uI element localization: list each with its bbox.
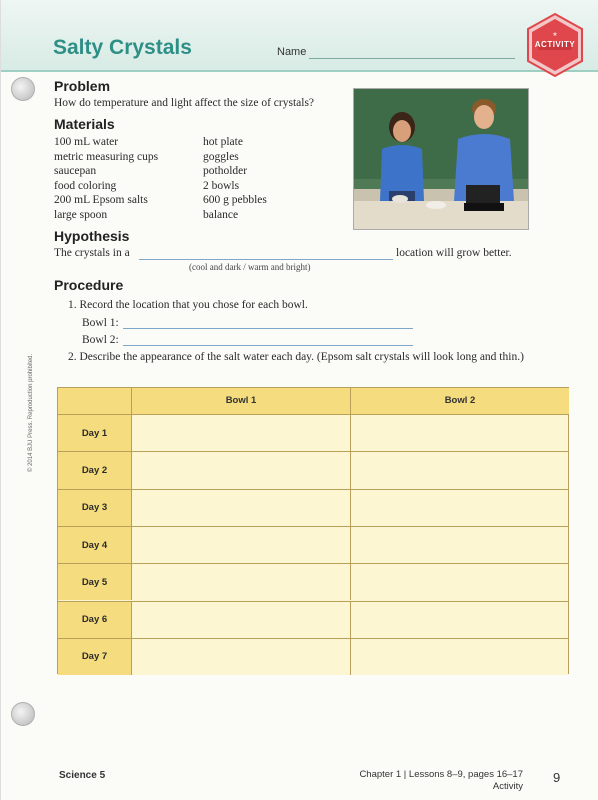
material-item: potholder bbox=[203, 165, 248, 178]
material-item: saucepan bbox=[54, 165, 97, 178]
observation-table bbox=[57, 387, 569, 674]
hypothesis-prefix: The crystals in a bbox=[54, 247, 130, 259]
table-row bbox=[58, 563, 568, 600]
bowl2-location-line[interactable] bbox=[123, 345, 413, 346]
procedure-step-1: 1. Record the location that you chose for each bowl. bbox=[68, 299, 308, 311]
bowl1-label: Bowl 1: bbox=[82, 317, 119, 329]
page-title: Salty Crystals bbox=[53, 36, 192, 59]
hypothesis-hint: (cool and dark / warm and bright) bbox=[189, 262, 311, 272]
bowl2-cell[interactable] bbox=[351, 415, 568, 451]
footer-course: Science 5 bbox=[59, 770, 106, 781]
header-band bbox=[1, 0, 598, 72]
problem-question: How do temperature and light affect the size of crystals? bbox=[54, 97, 315, 109]
bowl1-cell[interactable] bbox=[132, 602, 351, 638]
binder-hole-top bbox=[11, 77, 35, 101]
bowl1-cell[interactable] bbox=[132, 415, 351, 451]
name-field[interactable] bbox=[309, 58, 515, 59]
bowl2-cell[interactable] bbox=[351, 490, 568, 526]
table-row bbox=[58, 601, 568, 638]
copyright-text: © 2014 BJU Press. Reproduction prohibited. bbox=[28, 353, 34, 472]
day-label: Day 2 bbox=[58, 452, 132, 488]
bowl1-cell[interactable] bbox=[132, 452, 351, 488]
bowl2-cell[interactable] bbox=[351, 564, 568, 600]
bowl1-cell[interactable] bbox=[132, 639, 351, 675]
material-item: 2 bowls bbox=[203, 179, 240, 192]
footer-chapter: Chapter 1 | Lessons 8–9, pages 16–17 bbox=[359, 769, 523, 780]
table-header-bowl1: Bowl 1 bbox=[132, 388, 351, 414]
material-item: metric measuring cups bbox=[54, 150, 159, 163]
materials-list-right bbox=[203, 135, 267, 223]
table-row bbox=[58, 526, 568, 563]
procedure-step-2: 2. Describe the appearance of the salt water each day. (Epsom salt crystals will look long and thin.) bbox=[68, 351, 524, 363]
materials-list-left bbox=[54, 135, 158, 223]
day-label: Day 7 bbox=[58, 639, 132, 675]
bowl1-cell[interactable] bbox=[132, 564, 351, 600]
bowl2-cell[interactable] bbox=[351, 527, 568, 563]
footer-type: Activity bbox=[492, 781, 523, 792]
problem-heading: Problem bbox=[54, 78, 111, 94]
bowl1-cell[interactable] bbox=[132, 490, 351, 526]
footer-reference bbox=[301, 769, 523, 793]
procedure-heading: Procedure bbox=[54, 277, 124, 293]
table-row bbox=[58, 414, 568, 451]
students-photo bbox=[353, 88, 529, 230]
page-number: 9 bbox=[553, 770, 561, 785]
name-label: Name bbox=[277, 46, 307, 58]
materials-heading: Materials bbox=[54, 116, 115, 132]
bowl2-cell[interactable] bbox=[351, 602, 568, 638]
material-item: 200 mL Epsom salts bbox=[54, 194, 148, 207]
bowl1-cell[interactable] bbox=[132, 527, 351, 563]
hypothesis-answer-line[interactable] bbox=[139, 259, 393, 260]
day-label: Day 6 bbox=[58, 602, 132, 638]
bowl2-cell[interactable] bbox=[351, 452, 568, 488]
material-item: large spoon bbox=[54, 208, 108, 221]
activity-badge bbox=[524, 12, 586, 78]
day-label: Day 5 bbox=[58, 564, 132, 600]
table-header-corner bbox=[58, 388, 132, 414]
bowl2-cell[interactable] bbox=[351, 639, 568, 675]
badge-label: ACTIVITY bbox=[534, 40, 576, 49]
material-item: 100 mL water bbox=[54, 136, 119, 148]
bowl2-label: Bowl 2: bbox=[82, 334, 119, 346]
table-row bbox=[58, 451, 568, 488]
hypothesis-heading: Hypothesis bbox=[54, 228, 130, 244]
binder-hole-bottom bbox=[11, 702, 35, 726]
material-item: goggles bbox=[203, 150, 239, 163]
material-item: balance bbox=[203, 208, 239, 221]
bowl1-location-line[interactable] bbox=[123, 328, 413, 329]
table-row bbox=[58, 489, 568, 526]
svg-text:★: ★ bbox=[552, 31, 558, 38]
day-label: Day 1 bbox=[58, 415, 132, 451]
day-label: Day 4 bbox=[58, 527, 132, 563]
hypothesis-suffix: location will grow better. bbox=[396, 247, 512, 259]
material-item: 600 g pebbles bbox=[203, 194, 267, 207]
material-item: food coloring bbox=[54, 179, 117, 192]
material-item: hot plate bbox=[203, 136, 243, 148]
table-row bbox=[58, 638, 568, 675]
day-label: Day 3 bbox=[58, 490, 132, 526]
table-header-bowl2: Bowl 2 bbox=[351, 388, 569, 414]
